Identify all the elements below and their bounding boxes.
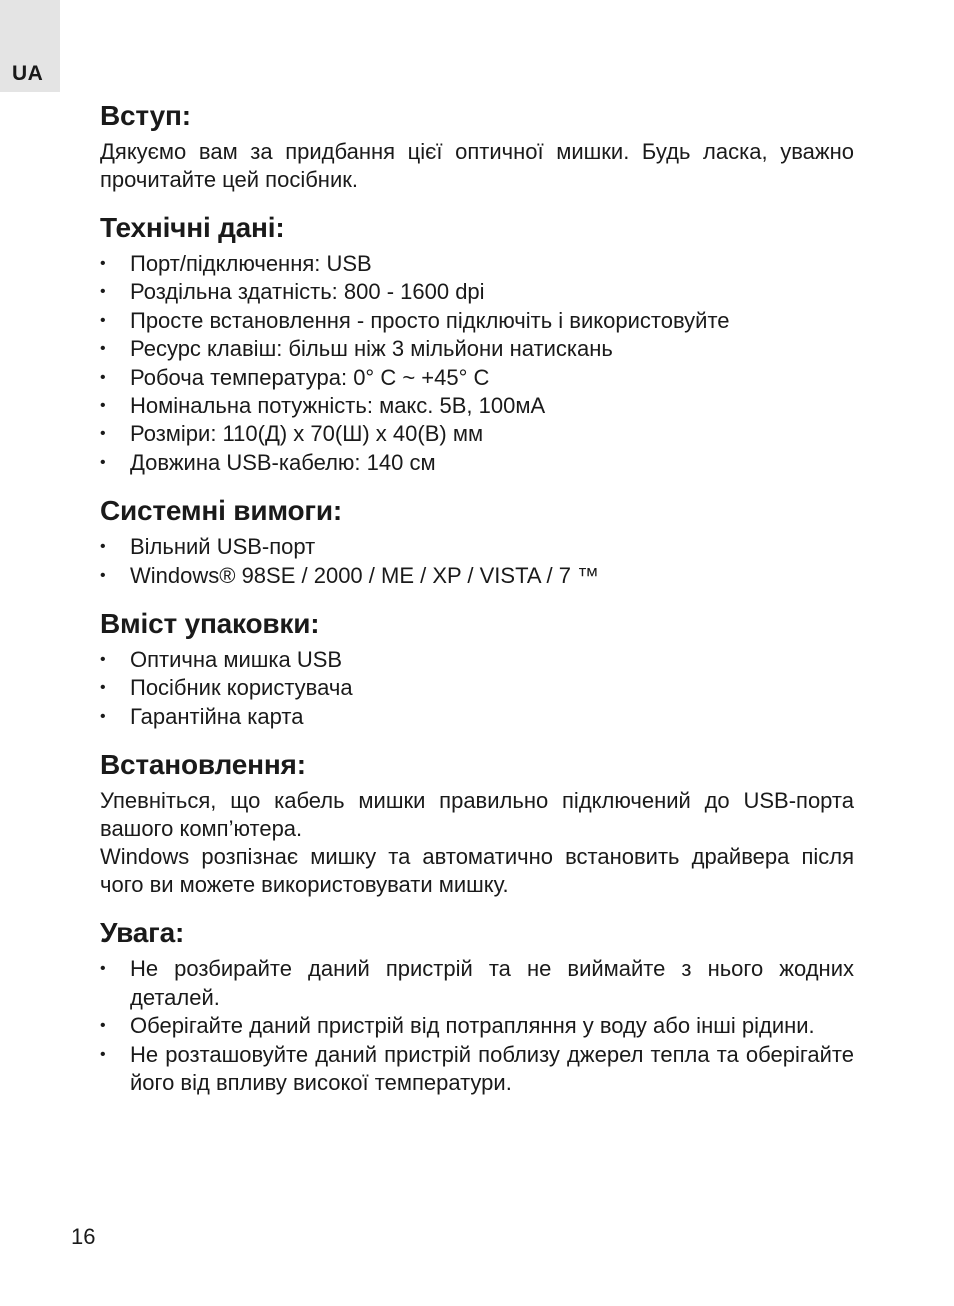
- list-item: [100, 1041, 854, 1098]
- bullet-icon: •: [100, 566, 106, 584]
- install-paragraph: Упевніться, що кабель мишки правильно підключений до USB-порта вашого комп’ютера.: [100, 788, 854, 842]
- bullet-icon: •: [100, 397, 106, 415]
- list-item-text: Номінальна потужність: макс. 5В, 100мА: [130, 393, 546, 419]
- list-item-text: Оберігайте даний пристрій від потрапляння у воду або інші рідини.: [130, 1013, 815, 1039]
- requirements-list: [100, 533, 854, 590]
- list-item-text: Роздільна здатність: 800 - 1600 dpi: [130, 279, 485, 305]
- list-item-text: Розміри: 110(Д) x 70(Ш) x 40(В) мм: [130, 421, 484, 447]
- bullet-icon: •: [100, 538, 106, 556]
- list-item-text: Оптична мишка USB: [130, 647, 343, 673]
- section-specs: [100, 206, 854, 477]
- list-item: [100, 703, 854, 731]
- list-item: [100, 335, 854, 363]
- list-item: [100, 1012, 854, 1040]
- section-title-requirements: Системні вимоги:: [100, 495, 342, 527]
- bullet-icon: •: [100, 651, 106, 669]
- section-title-warning: Увага:: [100, 917, 185, 949]
- language-code: UA: [12, 62, 44, 85]
- bullet-icon: •: [100, 1017, 106, 1035]
- install-paragraph: Windows розпізнає мишку та автоматично встановить драйвера після чого ви можете використовувати мишку.: [100, 844, 854, 898]
- list-item-text: Вільний USB-порт: [130, 534, 316, 560]
- section-requirements: [100, 489, 854, 590]
- bullet-icon: •: [100, 453, 106, 471]
- warning-list: [100, 955, 854, 1097]
- list-item-text: Windows® 98SE / 2000 / ME / XP / VISTA / 7 ™: [130, 562, 600, 588]
- bullet-icon: •: [100, 368, 106, 386]
- bullet-icon: •: [100, 707, 106, 725]
- list-item: [100, 420, 854, 448]
- section-install: [100, 743, 854, 899]
- list-item: [100, 392, 854, 420]
- list-item-text: Гарантійна карта: [130, 703, 304, 729]
- list-item-text: Не розбирайте даний пристрій та не виймайте з нього жодних деталей.: [130, 956, 854, 1010]
- section-title-specs: Технічні дані:: [100, 212, 285, 243]
- list-item-text: Довжина USB-кабелю: 140 см: [130, 449, 436, 475]
- bullet-icon: •: [100, 340, 106, 358]
- list-item-text: Посібник користувача: [130, 675, 353, 701]
- list-item: [100, 562, 854, 590]
- section-title-package: Вміст упаковки:: [100, 608, 320, 640]
- bullet-icon: •: [100, 1045, 106, 1063]
- bullet-icon: •: [100, 283, 106, 301]
- language-tab: [0, 0, 60, 92]
- list-item-text: Не розташовуйте даний пристрій поблизу джерел тепла та оберігайте його від впливу високої температури.: [130, 1041, 854, 1095]
- package-list: [100, 646, 854, 731]
- list-item: [100, 278, 854, 306]
- list-item-text: Порт/підключення: USB: [130, 251, 372, 276]
- bullet-icon: •: [100, 679, 106, 697]
- specs-list: [100, 250, 854, 477]
- list-item: [100, 250, 854, 278]
- list-item: [100, 646, 854, 674]
- list-item: [100, 449, 854, 477]
- bullet-icon: •: [100, 255, 106, 272]
- section-intro: [100, 94, 854, 194]
- list-item: [100, 533, 854, 561]
- section-package: [100, 602, 854, 731]
- list-item: [100, 955, 854, 1012]
- section-title-install: Встановлення:: [100, 749, 306, 781]
- list-item: [100, 364, 854, 392]
- list-item: [100, 307, 854, 335]
- section-warning: [100, 911, 854, 1097]
- list-item: [100, 674, 854, 702]
- page-content: [100, 94, 854, 1109]
- section-title-intro: Вступ:: [100, 100, 191, 131]
- list-item-text: Просте встановлення - просто підключіть і використовуйте: [130, 307, 730, 333]
- page-number: 16: [71, 1224, 96, 1249]
- list-item-text: Робоча температура: 0° C ~ +45° C: [130, 364, 490, 390]
- bullet-icon: •: [100, 311, 106, 329]
- bullet-icon: •: [100, 960, 106, 978]
- list-item-text: Ресурс клавіш: більш ніж 3 мільйони натискань: [130, 336, 613, 362]
- intro-text: Дякуємо вам за придбання цієї оптичної мишки. Будь ласка, уважно прочитайте цей посібник.: [100, 139, 854, 192]
- bullet-icon: •: [100, 425, 106, 443]
